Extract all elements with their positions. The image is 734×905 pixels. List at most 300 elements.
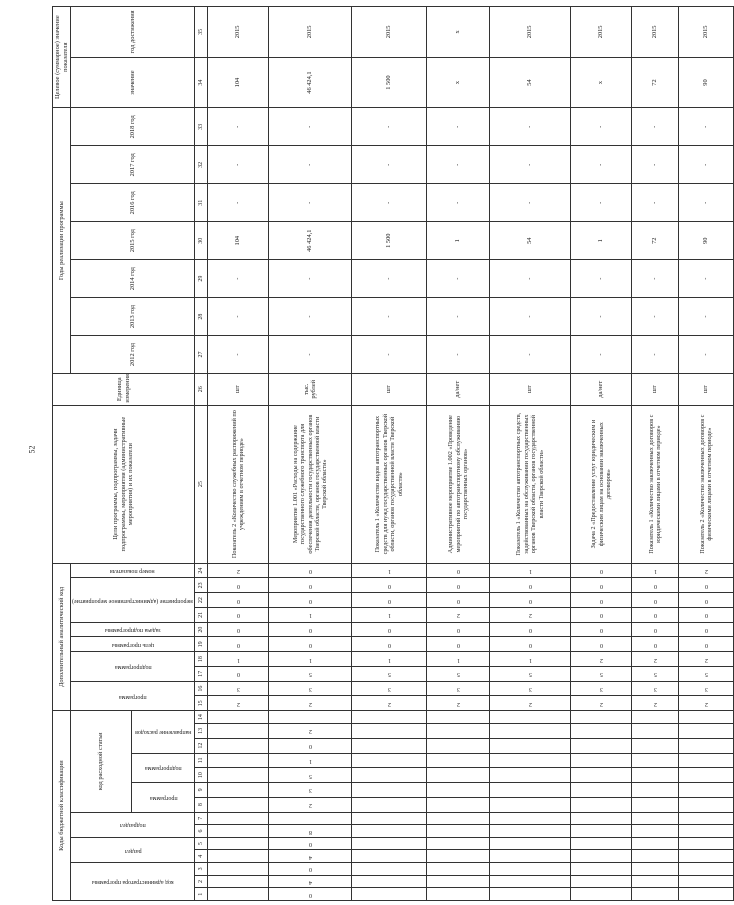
hdr-a-goal: цель программы bbox=[71, 637, 195, 652]
analytic-digit: 2 bbox=[528, 612, 532, 619]
column-number: 12 bbox=[195, 738, 208, 753]
row-unit: да/нет bbox=[427, 373, 490, 405]
column-number: 20 bbox=[195, 622, 208, 637]
column-number: 18 bbox=[195, 652, 208, 667]
analytic-cell bbox=[352, 666, 427, 681]
year-value: - bbox=[490, 108, 571, 146]
group-targets: Цели программы, подпрограммы, задачи подпрограммы, мероприятия (административные мероприятия) и их показатели bbox=[53, 405, 195, 563]
header-row-1 bbox=[53, 7, 71, 901]
column-number: 14 bbox=[195, 711, 208, 724]
final-year: 2015 bbox=[269, 7, 352, 58]
code-cell bbox=[269, 863, 352, 876]
table-row bbox=[632, 7, 679, 901]
year-value: - bbox=[679, 184, 734, 222]
analytic-digit: 2 bbox=[599, 656, 603, 663]
column-number: 3 bbox=[195, 863, 208, 876]
code-cell bbox=[632, 711, 679, 724]
analytic-digit: 3 bbox=[308, 686, 312, 693]
analytic-cell bbox=[632, 563, 679, 578]
code-cell bbox=[679, 863, 734, 876]
code-digit: 0 bbox=[308, 866, 312, 873]
final-value: 46 424,1 bbox=[269, 57, 352, 108]
code-cell bbox=[427, 724, 490, 739]
final-value: 90 bbox=[679, 57, 734, 108]
column-number: 6 bbox=[195, 825, 208, 838]
analytic-cell bbox=[571, 607, 632, 622]
analytic-digit: 0 bbox=[456, 641, 460, 648]
code-cell bbox=[269, 738, 352, 753]
analytic-cell bbox=[208, 578, 269, 593]
code-cell bbox=[571, 850, 632, 863]
code-cell bbox=[632, 783, 679, 798]
final-value: x bbox=[427, 57, 490, 108]
year-value: - bbox=[352, 108, 427, 146]
final-year: 2015 bbox=[352, 7, 427, 58]
code-cell bbox=[269, 797, 352, 812]
table-row bbox=[571, 7, 632, 901]
code-cell bbox=[208, 837, 269, 850]
analytic-digit: 2 bbox=[456, 612, 460, 619]
year-value: - bbox=[632, 108, 679, 146]
analytic-cell bbox=[679, 607, 734, 622]
analytic-digit: 0 bbox=[236, 627, 240, 634]
analytic-cell bbox=[490, 578, 571, 593]
code-cell bbox=[632, 850, 679, 863]
year-value: - bbox=[208, 336, 269, 374]
code-cell bbox=[427, 738, 490, 753]
analytic-digit: 0 bbox=[704, 582, 708, 589]
analytic-digit: 3 bbox=[653, 686, 657, 693]
analytic-cell bbox=[490, 563, 571, 578]
analytic-cell bbox=[352, 637, 427, 652]
hdr-a-program: программа bbox=[71, 681, 195, 711]
code-cell bbox=[571, 724, 632, 739]
hdr-2015: 2015 год bbox=[71, 222, 195, 260]
analytic-cell bbox=[571, 622, 632, 637]
code-cell bbox=[427, 837, 490, 850]
code-cell bbox=[571, 738, 632, 753]
analytic-digit: 0 bbox=[653, 597, 657, 604]
analytic-cell bbox=[632, 622, 679, 637]
year-value: 72 bbox=[632, 222, 679, 260]
final-year: 2015 bbox=[679, 7, 734, 58]
column-number: 27 bbox=[195, 336, 208, 374]
year-value: - bbox=[208, 184, 269, 222]
code-cell bbox=[269, 888, 352, 901]
code-cell bbox=[571, 863, 632, 876]
analytic-cell bbox=[632, 666, 679, 681]
code-digit: 0 bbox=[308, 841, 312, 848]
code-cell bbox=[427, 812, 490, 825]
analytic-cell bbox=[269, 607, 352, 622]
code-cell bbox=[208, 875, 269, 888]
code-cell bbox=[571, 768, 632, 783]
row-description: Показатель 1 «Количество заключенных договоров с юридическими лицами в отчетном периоде» bbox=[632, 405, 679, 563]
code-cell bbox=[352, 711, 427, 724]
analytic-cell bbox=[427, 607, 490, 622]
row-description: Показатель 2 «Количество служебных распоряжений по учреждениям в отчетном периоде» bbox=[208, 405, 269, 563]
code-cell bbox=[269, 711, 352, 724]
column-number: 34 bbox=[195, 57, 208, 108]
code-digit: 0 bbox=[308, 743, 312, 750]
analytic-cell bbox=[571, 593, 632, 608]
analytic-digit: 0 bbox=[456, 582, 460, 589]
analytic-digit: 0 bbox=[653, 641, 657, 648]
code-cell bbox=[490, 850, 571, 863]
analytic-cell bbox=[490, 696, 571, 711]
code-digit: 4 bbox=[308, 853, 312, 860]
hdr-final-value: значение bbox=[71, 57, 195, 108]
code-cell bbox=[571, 797, 632, 812]
analytic-digit: 0 bbox=[704, 597, 708, 604]
code-cell bbox=[208, 783, 269, 798]
year-value: - bbox=[571, 146, 632, 184]
analytic-cell bbox=[269, 681, 352, 696]
row-description: Мероприятие 1.001 «Расходы на содержание государственного служебного транспорта для обеспечения деятельности государственных органов Тверской области, органов государственной власти Тверской области» bbox=[269, 405, 352, 563]
hdr-c-subprogram: подпрограмма bbox=[132, 753, 195, 783]
hdr-admin: код администратора программы bbox=[71, 863, 195, 901]
year-value: - bbox=[208, 108, 269, 146]
analytic-digit: 0 bbox=[308, 641, 312, 648]
analytic-digit: 2 bbox=[704, 656, 708, 663]
analytic-cell bbox=[352, 681, 427, 696]
analytic-cell bbox=[679, 593, 734, 608]
table-row bbox=[352, 7, 427, 901]
final-year: 2015 bbox=[490, 7, 571, 58]
code-cell bbox=[632, 888, 679, 901]
hdr-c-program: программа bbox=[132, 783, 195, 813]
column-number: 2 bbox=[195, 875, 208, 888]
column-number: 15 bbox=[195, 696, 208, 711]
column-number: 10 bbox=[195, 768, 208, 783]
code-cell bbox=[208, 724, 269, 739]
row-unit: шт bbox=[490, 373, 571, 405]
final-value: 104 bbox=[208, 57, 269, 108]
analytic-digit: 1 bbox=[387, 612, 391, 619]
analytic-cell bbox=[490, 666, 571, 681]
analytic-digit: 2 bbox=[528, 700, 532, 707]
code-cell bbox=[632, 753, 679, 768]
column-number: 19 bbox=[195, 637, 208, 652]
code-cell bbox=[427, 783, 490, 798]
analytic-cell bbox=[679, 696, 734, 711]
analytic-cell bbox=[352, 652, 427, 667]
code-cell bbox=[269, 825, 352, 838]
year-value: - bbox=[679, 298, 734, 336]
year-value: - bbox=[571, 108, 632, 146]
hdr-a-task: задача подпрограммы bbox=[71, 622, 195, 637]
analytic-cell bbox=[679, 637, 734, 652]
analytic-cell bbox=[632, 578, 679, 593]
code-cell bbox=[490, 837, 571, 850]
analytic-cell bbox=[208, 681, 269, 696]
analytic-digit: 5 bbox=[599, 671, 603, 678]
analytic-cell bbox=[269, 593, 352, 608]
analytic-digit: 0 bbox=[236, 612, 240, 619]
code-cell bbox=[632, 768, 679, 783]
table-row bbox=[269, 7, 352, 901]
analytic-cell bbox=[571, 563, 632, 578]
analytic-cell bbox=[427, 637, 490, 652]
code-cell bbox=[269, 724, 352, 739]
analytic-cell bbox=[427, 622, 490, 637]
code-cell bbox=[352, 724, 427, 739]
analytic-digit: 0 bbox=[308, 568, 312, 575]
analytic-cell bbox=[571, 696, 632, 711]
year-value: - bbox=[427, 260, 490, 298]
analytic-cell bbox=[490, 637, 571, 652]
final-year: 2015 bbox=[632, 7, 679, 58]
analytic-cell bbox=[632, 696, 679, 711]
table-row bbox=[427, 7, 490, 901]
hdr-final-year: год достижения bbox=[71, 7, 195, 58]
analytic-digit: 2 bbox=[653, 656, 657, 663]
analytic-cell bbox=[571, 652, 632, 667]
code-cell bbox=[269, 768, 352, 783]
analytic-digit: 1 bbox=[456, 656, 460, 663]
analytic-digit: 0 bbox=[387, 627, 391, 634]
final-year: 2015 bbox=[208, 7, 269, 58]
code-cell bbox=[352, 797, 427, 812]
analytic-cell bbox=[490, 593, 571, 608]
column-number: 26 bbox=[195, 373, 208, 405]
code-cell bbox=[571, 783, 632, 798]
code-digit: 1 bbox=[308, 757, 312, 764]
year-value: - bbox=[208, 146, 269, 184]
code-cell bbox=[352, 850, 427, 863]
code-digit: 5 bbox=[308, 772, 312, 779]
hdr-a-subprogram: подпрограмма bbox=[71, 652, 195, 682]
row-unit: шт bbox=[208, 373, 269, 405]
analytic-cell bbox=[208, 563, 269, 578]
analytic-digit: 0 bbox=[704, 612, 708, 619]
analytic-cell bbox=[352, 563, 427, 578]
code-cell bbox=[352, 738, 427, 753]
analytic-digit: 2 bbox=[704, 568, 708, 575]
column-number: 21 bbox=[195, 607, 208, 622]
year-value: - bbox=[679, 146, 734, 184]
analytic-digit: 1 bbox=[653, 568, 657, 575]
year-value: - bbox=[352, 298, 427, 336]
code-cell bbox=[679, 783, 734, 798]
analytic-digit: 0 bbox=[599, 568, 603, 575]
hdr-subsection: подраздел bbox=[71, 812, 195, 837]
analytic-digit: 0 bbox=[308, 627, 312, 634]
analytic-digit: 1 bbox=[387, 656, 391, 663]
row-unit: тыс. рублей bbox=[269, 373, 352, 405]
analytic-cell bbox=[632, 681, 679, 696]
analytic-digit: 5 bbox=[653, 671, 657, 678]
analytic-digit: 0 bbox=[456, 627, 460, 634]
code-cell bbox=[427, 768, 490, 783]
code-digit: 8 bbox=[308, 828, 312, 835]
code-cell bbox=[269, 875, 352, 888]
hdr-2016: 2016 год bbox=[71, 184, 195, 222]
year-value: - bbox=[427, 108, 490, 146]
code-cell bbox=[632, 825, 679, 838]
final-value: x bbox=[571, 57, 632, 108]
analytic-digit: 2 bbox=[599, 700, 603, 707]
analytic-digit: 0 bbox=[653, 582, 657, 589]
analytic-cell bbox=[571, 637, 632, 652]
code-cell bbox=[490, 783, 571, 798]
code-cell bbox=[352, 812, 427, 825]
analytic-cell bbox=[352, 578, 427, 593]
year-value: 54 bbox=[490, 222, 571, 260]
analytic-digit: 1 bbox=[528, 568, 532, 575]
analytic-digit: 0 bbox=[599, 627, 603, 634]
analytic-cell bbox=[679, 622, 734, 637]
analytic-digit: 0 bbox=[308, 597, 312, 604]
analytic-cell bbox=[679, 681, 734, 696]
table-row bbox=[208, 7, 269, 901]
analytic-cell bbox=[571, 681, 632, 696]
code-cell bbox=[490, 768, 571, 783]
analytic-digit: 0 bbox=[528, 582, 532, 589]
hdr-c-direction: направление расходов bbox=[132, 711, 195, 753]
analytic-cell bbox=[490, 681, 571, 696]
year-value: - bbox=[208, 298, 269, 336]
analytic-digit: 0 bbox=[528, 597, 532, 604]
column-number: 4 bbox=[195, 850, 208, 863]
row-description: Показатель 1 «Количество автотранспортных средств, задействованных на обслуживании государственных органов Тверской области, органов государственной власти Тверской области» bbox=[490, 405, 571, 563]
analytic-cell bbox=[427, 593, 490, 608]
analytic-digit: 5 bbox=[528, 671, 532, 678]
year-value: - bbox=[632, 146, 679, 184]
analytic-digit: 1 bbox=[308, 612, 312, 619]
hdr-2012: 2012 год bbox=[71, 336, 195, 374]
year-value: - bbox=[632, 184, 679, 222]
year-value: - bbox=[427, 298, 490, 336]
analytic-cell bbox=[679, 652, 734, 667]
group-unit: Единица измерения bbox=[53, 373, 195, 405]
code-cell bbox=[571, 837, 632, 850]
analytic-cell bbox=[679, 666, 734, 681]
analytic-cell bbox=[679, 563, 734, 578]
analytic-digit: 1 bbox=[236, 656, 240, 663]
code-cell bbox=[352, 753, 427, 768]
year-value: - bbox=[679, 108, 734, 146]
column-number: 32 bbox=[195, 146, 208, 184]
code-digit: 3 bbox=[308, 787, 312, 794]
year-value: - bbox=[632, 298, 679, 336]
row-unit: шт bbox=[352, 373, 427, 405]
row-unit: шт bbox=[679, 373, 734, 405]
group-final: Целевое (суммарное) значение показателя bbox=[53, 7, 71, 108]
analytic-digit: 2 bbox=[704, 700, 708, 707]
analytic-cell bbox=[679, 578, 734, 593]
code-cell bbox=[269, 753, 352, 768]
year-value: - bbox=[490, 184, 571, 222]
code-cell bbox=[352, 888, 427, 901]
analytic-cell bbox=[352, 593, 427, 608]
code-cell bbox=[632, 738, 679, 753]
analytic-digit: 0 bbox=[236, 582, 240, 589]
column-number: 25 bbox=[195, 405, 208, 563]
column-number: 28 bbox=[195, 298, 208, 336]
row-description: Административное мероприятие 1.002 «Проведение мероприятий по автотранспортному обслуживанию государственных органов» bbox=[427, 405, 490, 563]
analytic-cell bbox=[352, 622, 427, 637]
program-indicators-table bbox=[52, 6, 734, 901]
analytic-digit: 0 bbox=[653, 627, 657, 634]
code-cell bbox=[427, 888, 490, 901]
analytic-cell bbox=[490, 652, 571, 667]
code-cell bbox=[490, 888, 571, 901]
analytic-digit: 5 bbox=[456, 671, 460, 678]
code-cell bbox=[490, 863, 571, 876]
table-row bbox=[679, 7, 734, 901]
year-value: - bbox=[352, 146, 427, 184]
code-cell bbox=[427, 875, 490, 888]
code-cell bbox=[208, 812, 269, 825]
analytic-cell bbox=[427, 578, 490, 593]
code-cell bbox=[208, 797, 269, 812]
final-year: x bbox=[427, 7, 490, 58]
code-cell bbox=[352, 783, 427, 798]
year-value: - bbox=[632, 260, 679, 298]
analytic-digit: 0 bbox=[599, 582, 603, 589]
code-cell bbox=[352, 875, 427, 888]
year-value: - bbox=[269, 184, 352, 222]
final-value: 54 bbox=[490, 57, 571, 108]
column-number: 16 bbox=[195, 681, 208, 696]
table-row bbox=[490, 7, 571, 901]
year-value: 46 424,1 bbox=[269, 222, 352, 260]
code-cell bbox=[208, 825, 269, 838]
code-digit: 0 bbox=[308, 891, 312, 898]
hdr-section: раздел bbox=[71, 837, 195, 862]
analytic-digit: 0 bbox=[599, 597, 603, 604]
analytic-cell bbox=[632, 652, 679, 667]
analytic-cell bbox=[632, 607, 679, 622]
analytic-digit: 0 bbox=[653, 612, 657, 619]
code-cell bbox=[208, 711, 269, 724]
column-number: 24 bbox=[195, 563, 208, 578]
year-value: - bbox=[352, 336, 427, 374]
code-cell bbox=[490, 825, 571, 838]
group-years: Годы реализации программы bbox=[53, 108, 71, 374]
column-number: 30 bbox=[195, 222, 208, 260]
code-cell bbox=[427, 825, 490, 838]
code-cell bbox=[571, 888, 632, 901]
year-value: - bbox=[352, 260, 427, 298]
year-value: - bbox=[571, 298, 632, 336]
code-cell bbox=[269, 837, 352, 850]
analytic-cell bbox=[427, 652, 490, 667]
row-description: Показатель 1 «Количество видов автотранспортных средств для нужд государственных органов Тверской области, органов государственной власти Тверской области» bbox=[352, 405, 427, 563]
column-number-row bbox=[195, 7, 208, 901]
code-cell bbox=[208, 888, 269, 901]
group-codes: Коды бюджетной классификации bbox=[53, 711, 71, 901]
column-number: 1 bbox=[195, 888, 208, 901]
code-cell bbox=[427, 797, 490, 812]
code-cell bbox=[269, 812, 352, 825]
code-cell bbox=[352, 837, 427, 850]
code-cell bbox=[632, 837, 679, 850]
analytic-cell bbox=[352, 696, 427, 711]
row-description: Показатель 2 «Количество заключенных договоров с физическими лицами в отчетном периоде» bbox=[679, 405, 734, 563]
code-cell bbox=[632, 797, 679, 812]
analytic-digit: 0 bbox=[704, 641, 708, 648]
code-cell bbox=[679, 724, 734, 739]
hdr-expense: код расходной статьи bbox=[71, 711, 132, 812]
analytic-digit: 3 bbox=[599, 686, 603, 693]
code-cell bbox=[679, 850, 734, 863]
analytic-cell bbox=[490, 607, 571, 622]
analytic-cell bbox=[208, 593, 269, 608]
analytic-cell bbox=[208, 637, 269, 652]
hdr-2013: 2013 год bbox=[71, 298, 195, 336]
